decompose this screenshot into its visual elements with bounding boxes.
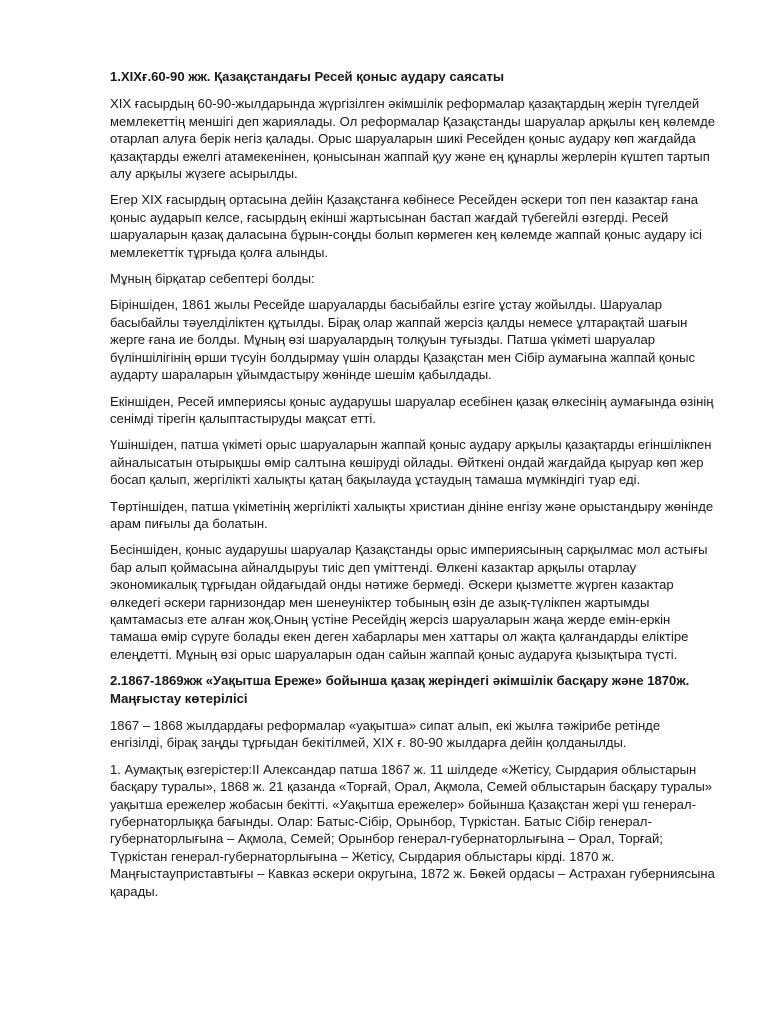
- paragraph: Төртіншіден, патша үкіметінің жергілікті халықты христиан дініне енгізу және орыстандыру жөнінде арам пиғылы да болатын.: [110, 498, 714, 531]
- paragraph: XIX ғасырдың 60-90-жылдарында жүргізілген әкімшілік реформалар қазақтардың жерін түгелдей мемлекеттің меншігі деп жариялады. Ол реформалар Қазақстанды шаруалар арқылы кең көлемде отарлап алуға берік негіз қалады. Орыс шаруаларын шикі Ресейден қоныс аудару көп жағдайда қазақтарды ежелгі атамекенінен, қонысынан жаппай қуу және ең құнарлы жерлерін күштеп тартып алу арқылы жүзеге асырылды.: [110, 96, 716, 182]
- paragraph: 1867 – 1868 жылдардағы реформалар «уақытша» сипат алып, екі жылға тәжірибе ретінде енгізілді, бірақ заңды тұрғыдан бекітілмей, XIX ғ. 80-90 жылдарға дейін қолданылды.: [110, 718, 661, 751]
- paragraph: Егер XIX ғасырдың ортасына дейін Қазақстанға көбінесе Ресейден әскери топ пен казактар ғана қоныс аударып келсе, ғасырдың екінші жартысынан бастап жағдай түбегейлі өзгерді. Ресей шаруаларын қазақ даласына бұрын-соңды болып көрмеген кең көлемде жаппай қоныс аудару ісі мемлекеттік тұрғыда қолға алынды.: [110, 192, 702, 260]
- paragraph: Екіншіден, Ресей империясы қоныс аударушы шаруалар есебінен қазақ өлкесінің аумағында өзінің сенімді тірегін қалыптастыруды мақсат етті.: [110, 393, 714, 426]
- section-heading-2: 2.1867-1869жж «Уақытша Ереже» бойынша қазақ жеріндегі әкімшілік басқару және 1870ж. Маңғыстау көтерілісі: [110, 673, 690, 706]
- paragraph: Бесіншіден, қоныс аударушы шаруалар Қазақстанды орыс империясының сарқылмас мол астығы бар алып қоймасына айналдыруы тиіс деп үміттенді. Өлкені казактар арқылы отарлау экономикалық тұрғыдан ойдағыдай онды нәтиже бермеді. Әскери қызметте жүрген казактар өлкедегі әскери гарнизондар мен шенеуніктер тобының өзін де азық-түлікпен жартымды қамтамасыз ете алған жоқ.Оның үстіне Ресейдің жерсіз шаруаларын жаңа жерде емін-еркін тамаша өмір сүруге болады екен деген хабарлары мен хаттары ол жақта қалғандарды еліктіре елеңдетті. Мұның өзі орыс шаруаларын одан сайын жаппай қоныс аударуға қызықтыра түсті.: [110, 542, 708, 662]
- paragraph: 1. Аумақтық өзгерістер:II Александар патша 1867 ж. 11 шілдеде «Жетісу, Сырдария облыстарын басқару туралы», 1868 ж. 21 қазанда «Торғай, Орал, Ақмола, Семей облыстарын басқару туралы» уақытша ережелер жобасын бекітті. «Уақытша ережелер» бойынша Қазақстан жері үш генерал-губернаторлыққа бағынды. Олар: Батыс-Сібір, Орынбор, Түркістан. Батыс Сібір генерал-губернаторлығына – Ақмола, Семей; Орынбор генерал-губернаторлығына – Орал, Торғай; Түркістан генерал-губернаторлығына – Жетісу, Сырдария облыстары кірді. 1870 ж. Маңғыстауприставтығы – Кавказ әскери округына, 1872 ж. Бөкей ордасы – Астрахан губерниясына қарады.: [110, 761, 715, 899]
- section-heading-1: 1.XIXғ.60-90 жж. Қазақстандағы Ресей қоныс аудару саясаты: [110, 69, 505, 84]
- paragraph: Мұның бірқатар себептері болды:: [110, 271, 315, 287]
- paragraph: Біріншіден, 1861 жылы Ресейде шаруаларды басыбайлы езгіге ұстау жойылды. Шаруалар басыбайлы тәуелділіктен құтылды. Бірақ олар жаппай жерсіз қалды немесе ұлтарақтай шағын жерге ғана ие болды. Мұның өзі шаруалардың толқуын туғызды. Патша үкіметі шаруалар бүліншілігінің өрши түсуін болдырмау үшін оларды Қазақстан мен Сібір аумағына жаппай қоныс аударту шараларын ұйымдастыру жөнінде шешім қабылдады.: [110, 297, 696, 383]
- paragraph: Үшіншіден, патша үкіметі орыс шаруаларын жаппай қоныс аудару арқылы қазақтарды егіншілікпен айналысатын отырықшы өмір салтына көшіруді ойлады. Өйткені ондай жағдайда қыруар көп жер босап қалып, жергілікті халықты қатаң бақылауда ұстаудың тамаша мүмкіндігі туар еді.: [110, 437, 712, 488]
